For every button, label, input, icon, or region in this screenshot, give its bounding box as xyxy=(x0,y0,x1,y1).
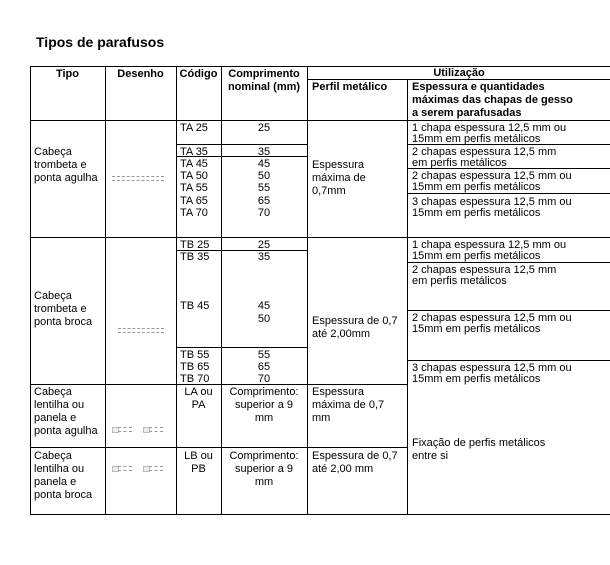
tb-use: 1 chapa espessura 12,5 mm ou xyxy=(412,239,567,251)
tb-code: TB 65 xyxy=(180,361,210,373)
lb-tipo-line: panela e xyxy=(34,476,77,488)
drawing-lentilha-agulha xyxy=(149,427,163,432)
tb-use: 2 chapas espessura 12,5 mm ou xyxy=(412,312,572,324)
tb-code: TB 55 xyxy=(180,349,210,361)
ta-use: 2 chapas espessura 12,5 mm ou xyxy=(412,170,572,182)
tb-length: 65 xyxy=(257,361,271,373)
lb-tipo-line: lentilha ou xyxy=(34,463,85,475)
tb-use: 15mm em perfis metálicos xyxy=(412,250,541,262)
ta-perfil: máxima de xyxy=(312,172,366,184)
lb-perfil: Espessura de 0,7 xyxy=(312,450,398,462)
tb-length: 45 xyxy=(257,300,271,312)
ta-length: 55 xyxy=(257,182,271,194)
ta-tipo-line: trombeta e xyxy=(34,159,87,171)
lb-length: Comprimento: xyxy=(229,450,299,462)
header-perfil: Perfil metálico xyxy=(312,81,388,93)
la-perfil: mm xyxy=(312,412,331,424)
tb-use: 3 chapas espessura 12,5 mm ou xyxy=(412,362,572,374)
tb-code: TB 70 xyxy=(180,373,210,385)
ta-length: 25 xyxy=(257,122,271,134)
la-tipo-line: Cabeça xyxy=(34,386,72,398)
tb-length: 50 xyxy=(257,313,271,325)
drawing-lentilha-agulha xyxy=(118,427,132,432)
header-comprimento-2: nominal (mm) xyxy=(227,81,301,93)
la-code: LA ou xyxy=(184,386,213,398)
la-length: superior a 9 xyxy=(234,399,294,411)
ta-perfil: Espessura xyxy=(312,159,364,171)
tb-tipo-line: ponta broca xyxy=(34,316,93,328)
ta-length: 35 xyxy=(257,146,271,158)
tb-tipo-line: trombeta e xyxy=(34,303,87,315)
header-desenho: Desenho xyxy=(117,68,164,80)
lb-tipo-line: Cabeça xyxy=(34,450,72,462)
ta-length: 70 xyxy=(257,207,271,219)
ta-use: 15mm em perfis metálicos xyxy=(412,207,541,219)
ta-code: TA 55 xyxy=(180,182,208,194)
tb-code: TB 25 xyxy=(180,239,210,251)
lb-code: LB ou xyxy=(184,450,213,462)
ta-use: 15mm em perfis metálicos xyxy=(412,133,541,145)
header-tipo: Tipo xyxy=(55,68,79,80)
ta-use: 1 chapa espessura 12,5 mm ou xyxy=(412,122,567,134)
header-espessura-1: Espessura e quantidades xyxy=(412,81,545,93)
tb-code: TB 45 xyxy=(180,300,210,312)
tb-use: em perfis metálicos xyxy=(412,275,507,287)
ta-use: em perfis metálicos xyxy=(412,157,507,169)
ta-code: TA 65 xyxy=(180,195,208,207)
ta-length: 50 xyxy=(257,170,271,182)
drawing-trombeta-agulha xyxy=(112,176,164,181)
tb-perfil: até 2,00mm xyxy=(312,328,371,340)
ta-perfil: 0,7mm xyxy=(312,185,346,197)
ta-code: TA 35 xyxy=(180,146,208,158)
lb-code: PB xyxy=(191,463,206,475)
tb-length: 35 xyxy=(257,251,271,263)
tb-tipo-line: Cabeça xyxy=(34,290,72,302)
la-perfil: máxima de 0,7 xyxy=(312,399,385,411)
ta-tipo-line: Cabeça xyxy=(34,146,72,158)
la-perfil: Espessura xyxy=(312,386,364,398)
drawing-lentilha-broca xyxy=(149,466,163,471)
la-tipo-line: panela e xyxy=(34,412,77,424)
tb-length: 70 xyxy=(257,373,271,385)
tb-use: 15mm em perfis metálicos xyxy=(412,323,541,335)
lb-tipo-line: ponta broca xyxy=(34,489,93,501)
drawing-lentilha-broca xyxy=(118,466,132,471)
ta-code: TA 25 xyxy=(180,122,208,134)
header-comprimento-1: Comprimento xyxy=(228,68,300,80)
header-utilizacao: Utilização xyxy=(433,67,485,79)
la-tipo-line: ponta agulha xyxy=(34,425,98,437)
tb-use: 2 chapas espessura 12,5 mm xyxy=(412,264,557,276)
drawing-trombeta-broca xyxy=(118,328,164,333)
ta-code: TA 50 xyxy=(180,170,208,182)
ta-code: TA 45 xyxy=(180,158,208,170)
la-code: PA xyxy=(191,399,206,411)
ta-use: 3 chapas espessura 12,5 mm ou xyxy=(412,196,572,208)
tb-length: 25 xyxy=(257,239,271,251)
header-codigo: Código xyxy=(179,68,218,80)
fixacao-text: entre si xyxy=(412,450,449,462)
ta-use: 15mm em perfis metálicos xyxy=(412,181,541,193)
ta-length: 45 xyxy=(257,158,271,170)
la-length: Comprimento: xyxy=(229,386,299,398)
ta-use: 2 chapas espessura 12,5 mm xyxy=(412,146,557,158)
tb-use: 15mm em perfis metálicos xyxy=(412,373,541,385)
tb-length: 55 xyxy=(257,349,271,361)
tb-perfil: Espessura de 0,7 xyxy=(312,315,398,327)
la-tipo-line: lentilha ou xyxy=(34,399,85,411)
lb-length: mm xyxy=(254,476,274,488)
ta-code: TA 70 xyxy=(180,207,208,219)
page-title: Tipos de parafusos xyxy=(36,34,165,50)
header-espessura-3: a serem parafusadas xyxy=(412,107,522,119)
lb-length: superior a 9 xyxy=(234,463,294,475)
header-espessura-2: máximas das chapas de gesso xyxy=(412,94,573,106)
lb-perfil: até 2,00 mm xyxy=(312,463,374,475)
ta-tipo-line: ponta agulha xyxy=(34,172,98,184)
ta-length: 65 xyxy=(257,195,271,207)
la-length: mm xyxy=(254,412,274,424)
fixacao-text: Fixação de perfis metálicos xyxy=(412,437,546,449)
tb-code: TB 35 xyxy=(180,251,210,263)
